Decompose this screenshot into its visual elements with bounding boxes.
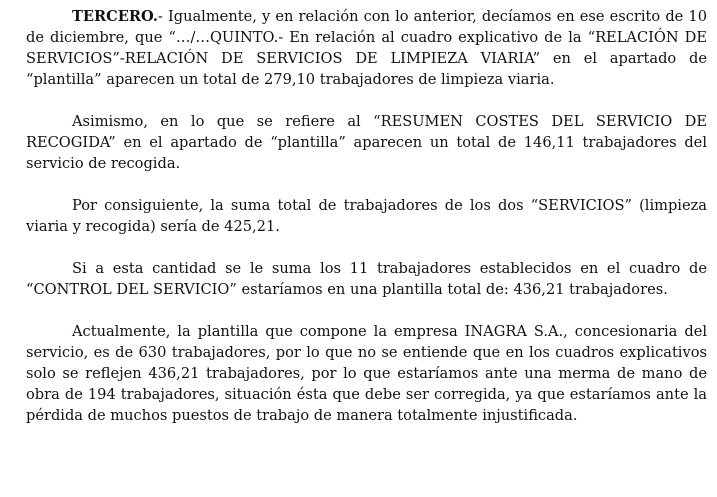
paragraph-text: Si a esta cantidad se le suma los 11 trabajadores establecidos en el cuadro de “CONTROL DEL SERVICIO” estaríamos en una plantilla total de: 436,21 trabajadores. bbox=[26, 260, 707, 298]
paragraph-text: - Igualmente, y en relación con lo anterior, decíamos en ese escrito de 10 de diciembre, que “…/…QUINTO.- En relación al cuadro explicativo de la “RELACIÓN DE SERVICIOS”-RELACIÓN DE SERVICIOS DE LIMPIEZA VIARIA” en el apartado de “plantilla” aparecen un total de 279,10 trabajadores de limpieza viaria. bbox=[26, 8, 707, 88]
paragraph-text: Por consiguiente, la suma total de trabajadores de los dos “SERVICIOS” (limpieza viaria y recogida) sería de 425,21. bbox=[26, 197, 707, 235]
paragraph-control-servicio bbox=[26, 258, 707, 300]
section-heading: TERCERO. bbox=[72, 8, 158, 25]
paragraph-recogida bbox=[26, 111, 707, 174]
paragraph-plantilla-actual bbox=[26, 321, 707, 426]
paragraph-tercero bbox=[26, 6, 707, 90]
paragraph-suma-total bbox=[26, 195, 707, 237]
paragraph-text: Actualmente, la plantilla que compone la empresa INAGRA S.A., concesionaria del servicio, es de 630 trabajadores, por lo que no se entiende que en los cuadros explicativos solo se reflejen 436,21 trabajadores, por lo que estaríamos ante una merma de mano de obra de 194 trabajadores, situación ésta que debe ser corregida, ya que estaríamos ante la pérdida de muchos puestos de trabajo de manera totalmente injustificada. bbox=[26, 323, 707, 424]
paragraph-text: Asimismo, en lo que se refiere al “RESUMEN COSTES DEL SERVICIO DE RECOGIDA” en el apartado de “plantilla” aparecen un total de 146,11 trabajadores del servicio de recogida. bbox=[26, 113, 707, 172]
